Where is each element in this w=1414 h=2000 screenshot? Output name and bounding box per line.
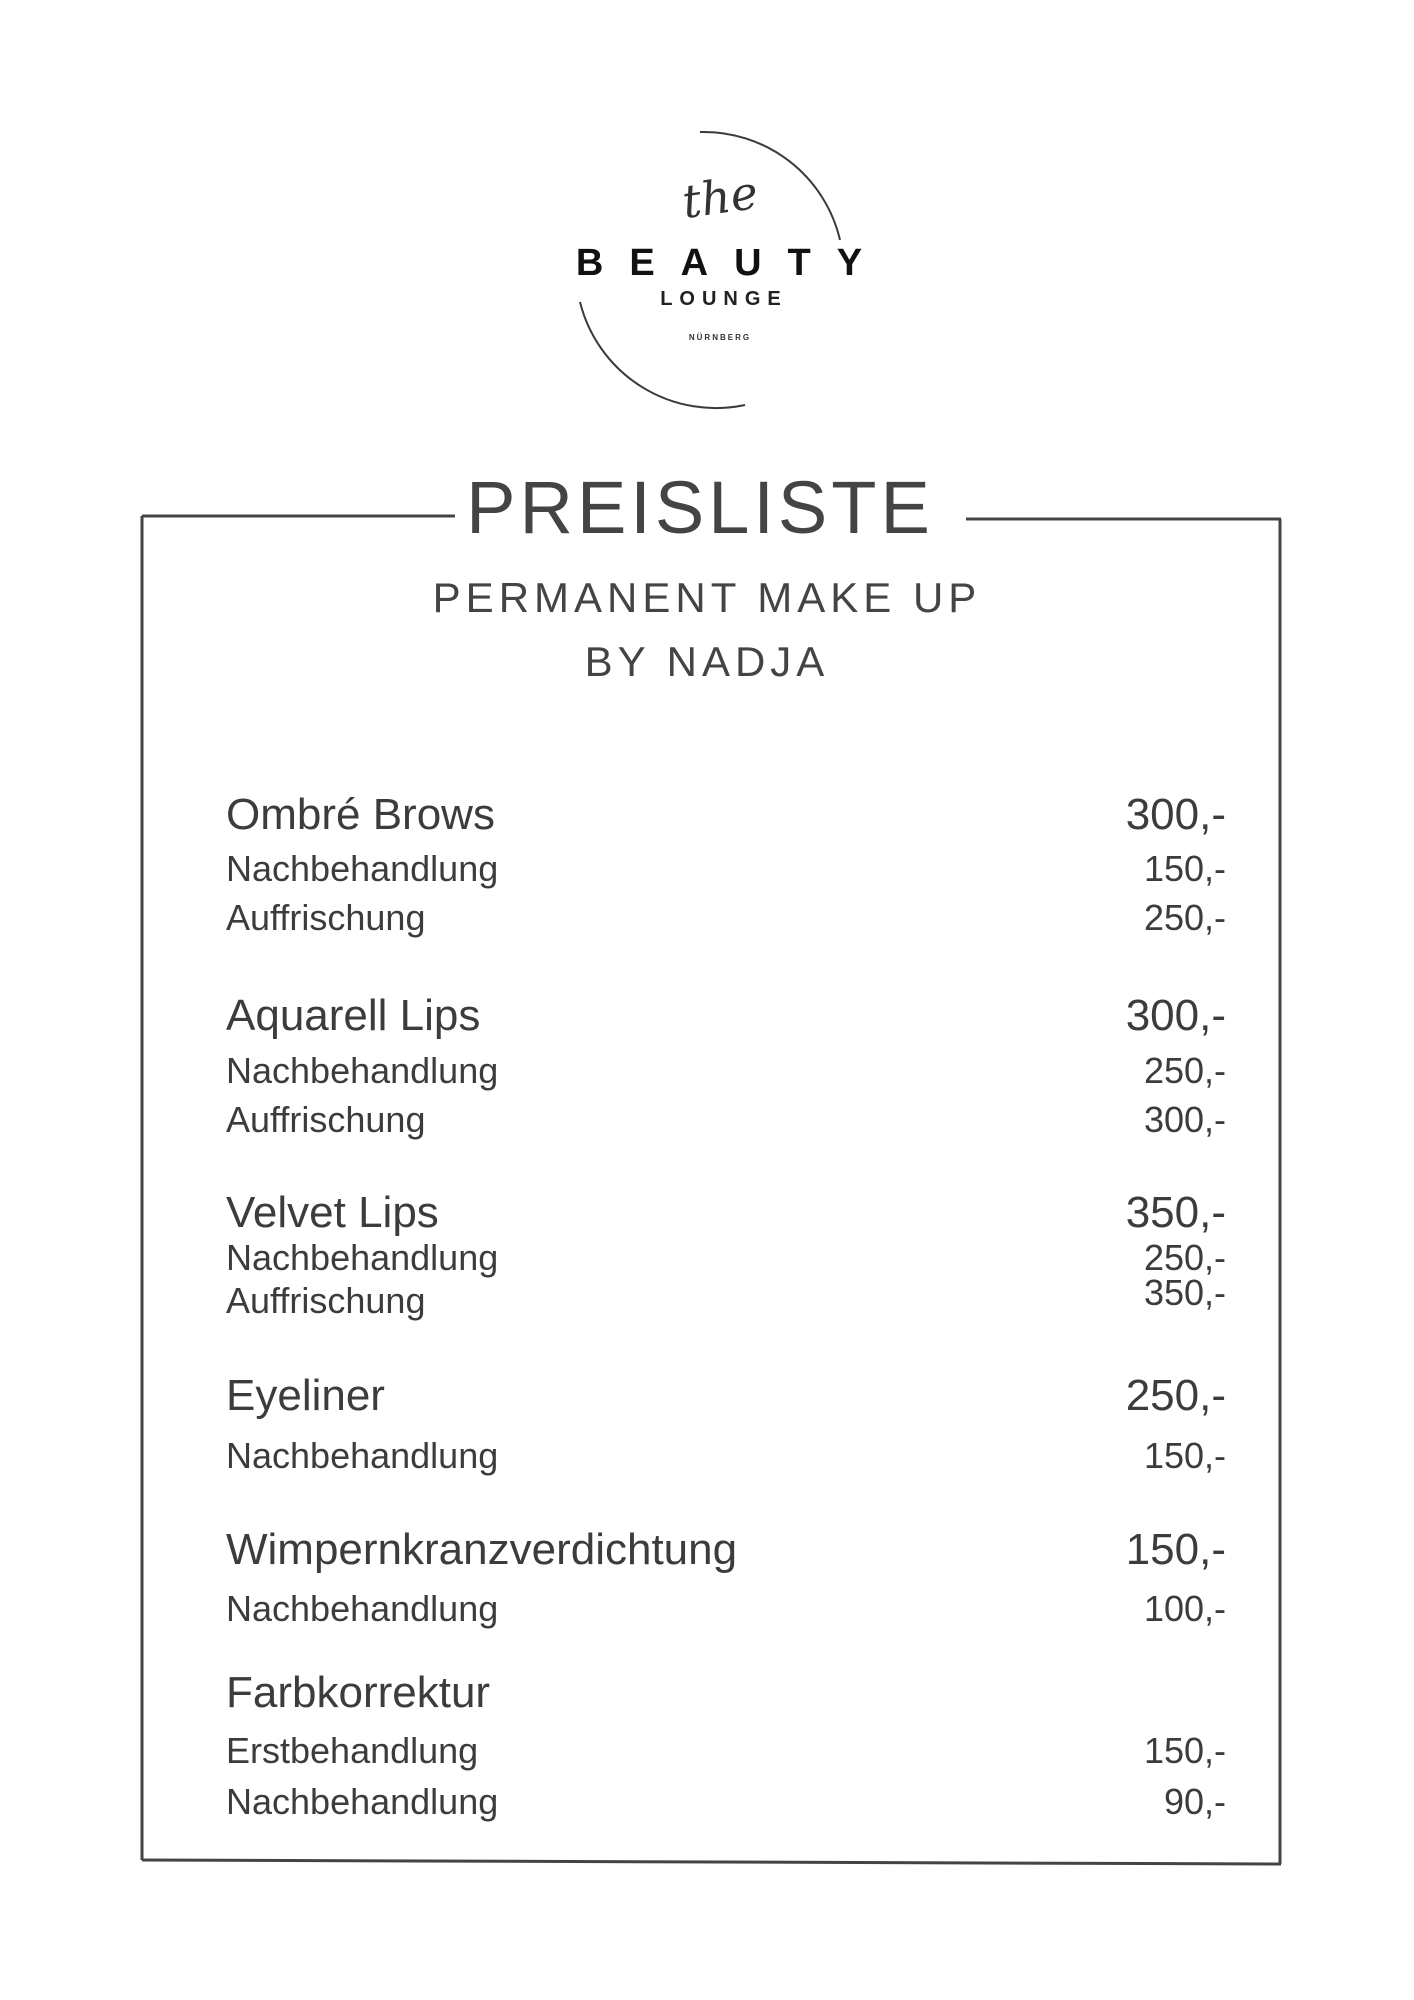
item-price: 250,- — [1143, 897, 1226, 938]
item-name: Nachbehandlung — [226, 1435, 499, 1476]
subtitle-line-2: BY NADJA — [584, 638, 830, 685]
service-price: 300,- — [1125, 790, 1226, 839]
item-price: 150,- — [1143, 1730, 1226, 1771]
service-price: 300,- — [1125, 991, 1226, 1040]
item-name: Auffrischung — [226, 1099, 426, 1140]
service-name: Velvet Lips — [226, 1188, 439, 1237]
service-price: 250,- — [1125, 1371, 1226, 1420]
item-name: Nachbehandlung — [226, 1050, 499, 1091]
item-price: 100,- — [1143, 1588, 1226, 1629]
logo-city: NÜRNBERG — [688, 333, 752, 342]
item-name: Nachbehandlung — [226, 1781, 499, 1822]
item-price: 300,- — [1143, 1099, 1226, 1140]
item-price: 90,- — [1163, 1781, 1226, 1822]
price-row-sub — [226, 1781, 1226, 1831]
service-name: Farbkorrektur — [226, 1668, 491, 1717]
item-name: Erstbehandlung — [226, 1730, 479, 1771]
item-name: Nachbehandlung — [226, 1237, 499, 1278]
price-row-main — [226, 1668, 1226, 1718]
page-title: PREISLISTE — [466, 466, 934, 549]
price-row-main — [226, 1371, 1226, 1421]
item-price: 250,- — [1143, 1237, 1226, 1278]
price-row-sub — [226, 848, 1226, 898]
item-price: 250,- — [1143, 1050, 1226, 1091]
price-row-sub — [226, 897, 1226, 947]
logo-lounge: LOUNGE — [660, 288, 788, 310]
item-price: 150,- — [1143, 848, 1226, 889]
item-name: Auffrischung — [226, 897, 426, 938]
service-name: Wimpernkranzverdichtung — [226, 1525, 738, 1574]
item-price: 150,- — [1143, 1435, 1226, 1476]
service-price: 350,- — [1125, 1188, 1226, 1237]
service-name: Eyeliner — [226, 1371, 385, 1420]
item-name: Nachbehandlung — [226, 1588, 499, 1629]
logo-beauty: BEAUTY — [575, 242, 889, 284]
service-price: 150,- — [1125, 1525, 1226, 1574]
logo-script-the: the — [678, 165, 762, 229]
service-name: Ombré Brows — [226, 790, 495, 839]
service-name: Aquarell Lips — [226, 991, 481, 1040]
page-subtitle — [357, 566, 1057, 694]
price-row-sub — [226, 1272, 1226, 1330]
price-row-main — [226, 1188, 1226, 1238]
price-row-sub — [226, 1099, 1226, 1149]
item-name: Auffrischung — [226, 1280, 426, 1321]
price-row-main — [226, 991, 1226, 1041]
subtitle-line-1: PERMANENT MAKE UP — [432, 574, 982, 621]
price-row-main — [226, 1525, 1226, 1575]
item-price: 350,- — [1143, 1272, 1226, 1313]
price-row-sub — [226, 1730, 1226, 1780]
price-row-main — [226, 790, 1226, 840]
price-row-sub — [226, 1050, 1226, 1100]
item-name: Nachbehandlung — [226, 848, 499, 889]
price-row-sub — [226, 1588, 1226, 1638]
price-row-sub — [226, 1435, 1226, 1485]
brand-logo — [540, 120, 900, 420]
